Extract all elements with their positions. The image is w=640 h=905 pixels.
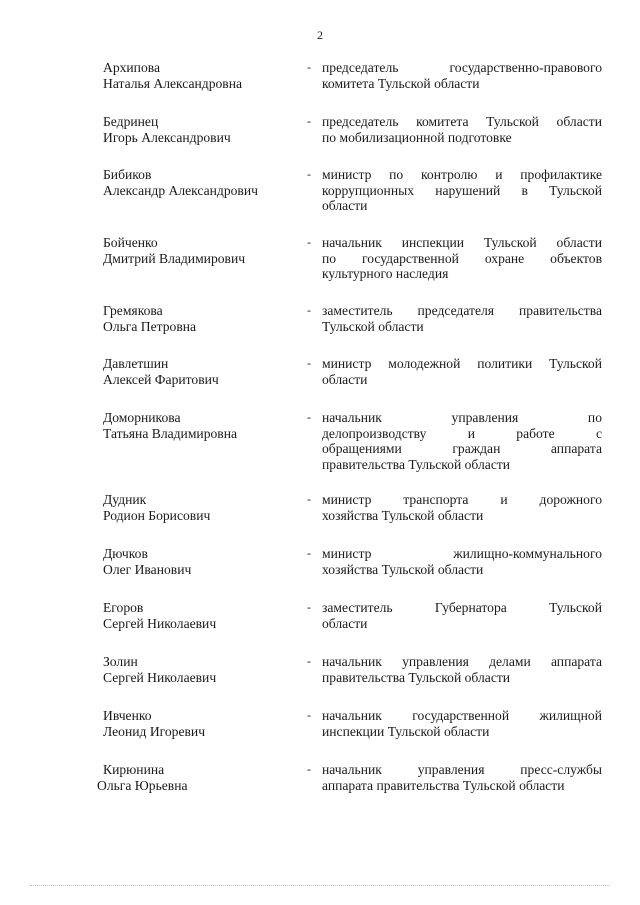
position-line: начальник управления пресс-службы (322, 762, 602, 777)
separator-dash: - (307, 303, 311, 317)
official-given-names: Олег Иванович (103, 561, 192, 577)
position-line: министр транспорта и дорожного (322, 492, 602, 507)
official-name (103, 600, 303, 631)
official-surname: Дудник (103, 492, 147, 507)
official-name (103, 60, 303, 91)
position-line: хозяйства Тульской области (322, 507, 484, 523)
official-position (322, 546, 602, 577)
position-line: председатель комитета Тульской области (322, 114, 602, 129)
separator-dash: - (307, 410, 311, 424)
position-line: области (322, 198, 368, 213)
official-position (322, 114, 602, 145)
official-surname: Бедринец (103, 114, 159, 129)
official-surname: Архипова (103, 60, 161, 75)
separator-dash: - (307, 492, 311, 506)
position-line: делопроизводству и работе с (322, 425, 602, 441)
official-name (103, 654, 303, 685)
official-name (103, 114, 303, 145)
official-entry (0, 762, 640, 832)
position-line: правительства Тульской области (322, 669, 511, 685)
position-line: министр по контролю и профилактике (322, 167, 602, 182)
official-given-names: Сергей Николаевич (103, 615, 217, 631)
official-position (322, 410, 602, 472)
separator-dash: - (307, 60, 311, 74)
page-number: 2 (317, 28, 323, 42)
separator-dash: - (307, 356, 311, 370)
separator-dash: - (307, 235, 311, 249)
position-line: заместитель председателя правительства (322, 303, 602, 318)
official-given-names: Сергей Николаевич (103, 669, 217, 685)
official-position (322, 235, 602, 282)
official-given-names: Наталья Александровна (103, 75, 243, 91)
official-position (322, 303, 602, 334)
position-line: области (322, 371, 368, 387)
official-position (322, 60, 602, 91)
official-surname: Дючков (103, 546, 148, 561)
separator-dash: - (307, 600, 311, 614)
position-line: правительства Тульской области (322, 456, 511, 472)
position-line: министр жилищно-коммунального (322, 546, 602, 561)
official-surname: Ивченко (103, 708, 152, 723)
official-surname: Золин (103, 654, 138, 669)
official-given-names: Александр Александрович (103, 182, 258, 198)
position-line: заместитель Губернатора Тульской (322, 600, 602, 615)
position-line: Тульской области (322, 318, 424, 334)
position-line: области (322, 615, 368, 631)
official-given-names: Родион Борисович (103, 507, 211, 523)
official-name (103, 708, 303, 739)
position-line: аппарата правительства Тульской области (322, 777, 565, 793)
separator-dash: - (307, 654, 311, 668)
separator-dash: - (307, 708, 311, 722)
official-given-names: Леонид Игоревич (103, 723, 206, 739)
position-line: комитета Тульской области (322, 75, 480, 91)
official-surname: Гремякова (103, 303, 163, 318)
official-position (322, 356, 602, 387)
official-position (322, 708, 602, 739)
position-line: начальник государственной жилищной (322, 708, 602, 723)
official-surname: Давлетшин (103, 356, 169, 371)
official-surname: Бибиков (103, 167, 152, 182)
position-line: обращениями граждан аппарата (322, 441, 602, 456)
official-position (322, 492, 602, 523)
official-position (322, 600, 602, 631)
official-name (103, 356, 303, 387)
position-line: председатель государственно-правового (322, 60, 602, 75)
official-entry (0, 235, 640, 305)
official-given-names: Татьяна Владимировна (103, 425, 238, 441)
official-entry (0, 410, 640, 480)
position-line: начальник инспекции Тульской области (322, 235, 602, 250)
official-name (103, 492, 303, 523)
official-given-names: Дмитрий Владимирович (103, 250, 246, 266)
position-line: инспекции Тульской области (322, 723, 490, 739)
separator-dash: - (307, 114, 311, 128)
separator-dash: - (307, 167, 311, 181)
position-line: министр молодежной политики Тульской (322, 356, 602, 371)
official-position (322, 762, 602, 793)
official-given-names: Игорь Александрович (103, 129, 231, 145)
official-surname: Доморникова (103, 410, 181, 425)
official-surname: Кирюнина (103, 762, 165, 777)
position-line: культурного наследия (322, 266, 449, 281)
official-name (103, 235, 303, 266)
position-line: по мобилизационной подготовке (322, 129, 512, 145)
official-name (103, 167, 303, 198)
official-name (97, 762, 303, 793)
official-given-names: Ольга Юрьевна (97, 777, 188, 793)
separator-dash: - (307, 762, 311, 776)
position-line: коррупционных нарушений в Тульской (322, 182, 602, 198)
separator-dash: - (307, 546, 311, 560)
scan-footer-line (30, 885, 610, 886)
official-name (103, 410, 303, 441)
position-line: по государственной охране объектов (322, 250, 602, 266)
official-position (322, 167, 602, 214)
official-given-names: Ольга Петровна (103, 318, 197, 334)
position-line: начальник управления по (322, 410, 602, 425)
position-line: начальник управления делами аппарата (322, 654, 602, 669)
official-entry (0, 167, 640, 237)
official-name (103, 303, 303, 334)
official-name (103, 546, 303, 577)
official-given-names: Алексей Фаритович (103, 371, 219, 387)
official-position (322, 654, 602, 685)
position-line: хозяйства Тульской области (322, 561, 484, 577)
official-surname: Бойченко (103, 235, 158, 250)
official-surname: Егоров (103, 600, 144, 615)
